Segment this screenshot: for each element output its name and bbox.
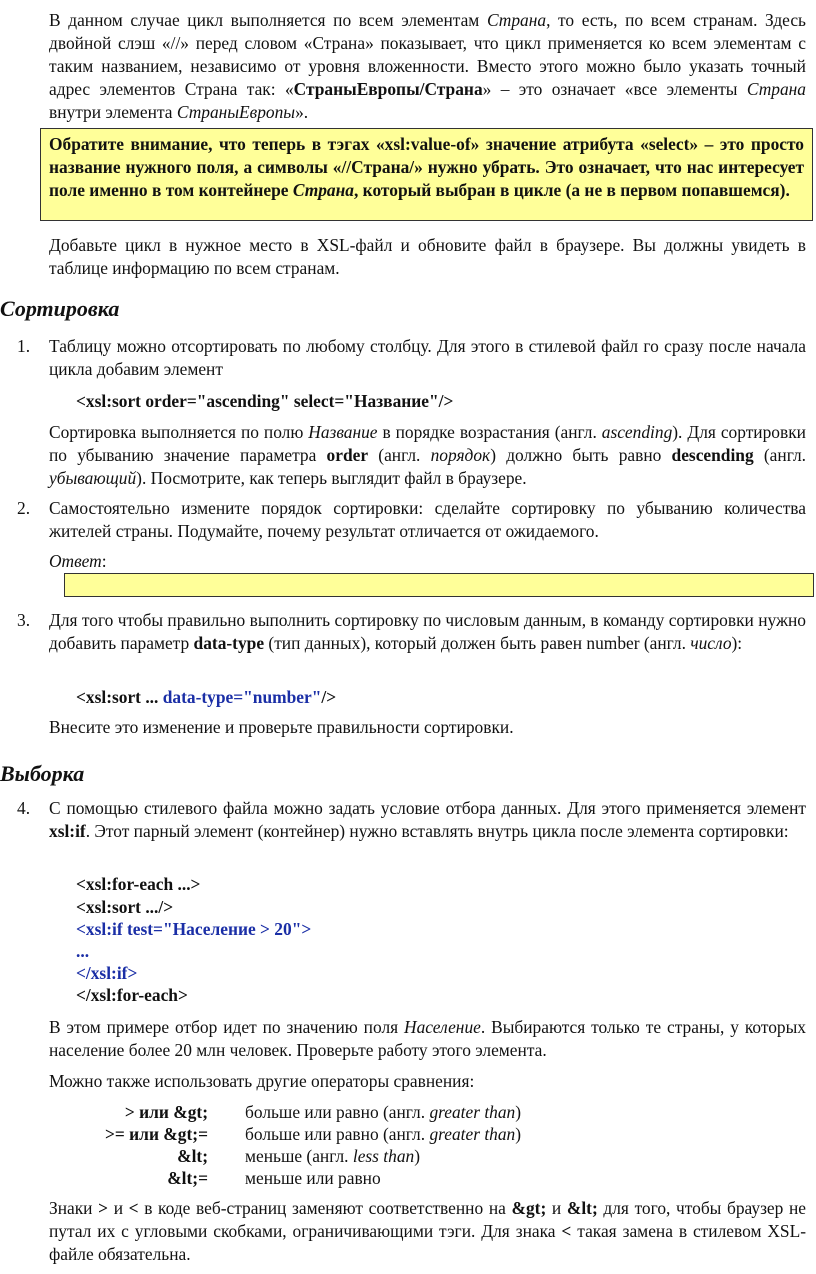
code-sort-ascending: <xsl:sort order="ascending" select="Название"/> [76, 391, 454, 411]
answer-field[interactable] [64, 573, 814, 597]
operator-description: больше или равно (англ. greater than) [245, 1102, 522, 1122]
code-line: <xsl:if test="Население > 20"> [76, 919, 312, 939]
item-4-text: С помощью стилевого файла можно задать условие отбора данных. Для этого применяется элемент xsl:if. Этот парный элемент (контейнер) нужно вставлять внутрь цикла после элемента сортировки: [49, 798, 806, 841]
item-number-2: 2. [17, 498, 31, 518]
item-4-example: В этом примере отбор идет по значению поля Население. Выбираются только те страны, у которых население более 20 млн человек. Проверьте работу этого элемента. [49, 1017, 806, 1060]
code-line: ... [76, 941, 90, 961]
code-line: <xsl:for-each ...> [76, 874, 201, 894]
operator-symbol: >= или &gt;= [105, 1124, 208, 1144]
item-4-operators-intro: Можно также использовать другие операторы сравнения: [49, 1071, 475, 1091]
item-number-1: 1. [17, 336, 31, 356]
operator-description: меньше (англ. less than) [245, 1146, 421, 1166]
answer-label: Ответ: [49, 551, 107, 571]
item-4-footnote: Знаки > и < в коде веб-страниц заменяют соответственно на &gt; и &lt; для того, чтобы браузер не путал их с угловыми скобками, ограничивающими тэги. Для знака < такая замена в стилевом XSL-файле обязательна. [49, 1198, 807, 1264]
item-number-4: 4. [17, 798, 31, 818]
operator-symbol: &lt; [177, 1146, 208, 1166]
operator-description: больше или равно (англ. greater than) [245, 1124, 522, 1144]
item-1-explanation: Сортировка выполняется по полю Название в порядке возрастания (англ. ascending). Для сортировки по убыванию значение параметра order (англ. порядок) должно быть равно descending (англ. убывающий). Посмотрите, как теперь выглядит файл в браузере. [49, 422, 806, 488]
item-2-text: Самостоятельно измените порядок сортировки: сделайте сортировку по убыванию количества жителей страны. Подумайте, почему результат отличается от ожидаемого. [49, 498, 806, 541]
attention-note: Обратите внимание, что теперь в тэгах «xsl:value-of» значение атрибута «select» – это просто название нужного поля, а символы «//Страна/» нужно убрать. Это означает, что нас интересует поле именно в том контейнере Страна, который выбран в цикле (а не в первом попавшемся). [40, 128, 813, 221]
item-3-after: Внесите это изменение и проверьте правильности сортировки. [49, 717, 514, 737]
intro-paragraph: В данном случае цикл выполняется по всем элементам Страна, то есть, по всем странам. Здесь двойной слэш «//» перед словом «Страна» показывает, что цикл применяется ко всем элементам с таким названием, независимо от уровня вложенности. Вместо этого можно было указать точный адрес элементов Страна так: «СтраныЕвропы/Страна» – это означает «все элементы Страна внутри элемента СтраныЕвропы». [49, 10, 806, 122]
section-heading-sorting: Сортировка [0, 296, 120, 321]
code-line: </xsl:if> [76, 963, 138, 983]
code-line: <xsl:sort .../> [76, 897, 174, 917]
operator-symbol: > или &gt; [124, 1102, 208, 1122]
item-1-text: Таблицу можно отсортировать по любому столбцу. Для этого в стилевой файл го сразу после начала цикла добавим элемент [49, 336, 806, 379]
operator-symbol: &lt;= [167, 1168, 208, 1188]
code-line: </xsl:for-each> [76, 985, 188, 1005]
item-number-3: 3. [17, 610, 31, 630]
add-loop-paragraph: Добавьте цикл в нужное место в XSL-файл и обновите файл в браузере. Вы должны увидеть в таблице информацию по всем странам. [49, 235, 806, 278]
code-sort-number: <xsl:sort ... data-type="number"/> [76, 687, 337, 707]
operator-description: меньше или равно [245, 1168, 381, 1188]
item-3-text: Для того чтобы правильно выполнить сортировку по числовым данным, в команду сортировки нужно добавить параметр data-type (тип данных), который должен быть равен number (англ. число): [49, 610, 806, 653]
section-heading-selection: Выборка [0, 761, 85, 786]
